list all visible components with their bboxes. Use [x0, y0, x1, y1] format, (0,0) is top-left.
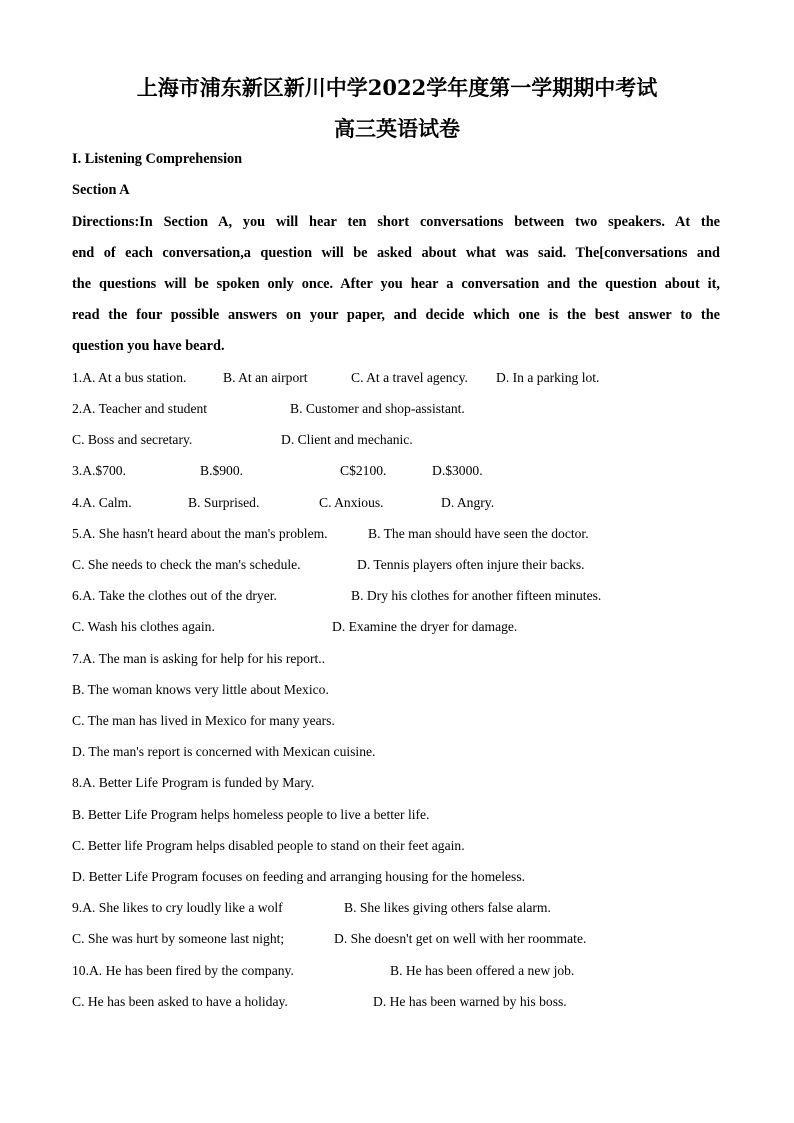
- part-heading: I. Listening Comprehension: [72, 151, 243, 167]
- q2-option-b: B. Customer and shop-assistant.: [290, 401, 465, 416]
- q4-option-b: B. Surprised.: [188, 495, 260, 510]
- directions-line: the questions will be spoken only once. After you hear a conversation and the question about it,: [72, 276, 720, 292]
- q1-option-a: 1.A. At a bus station.: [72, 370, 187, 385]
- section-heading: Section A: [72, 182, 130, 198]
- q6-option-a: 6.A. Take the clothes out of the dryer.: [72, 588, 277, 603]
- q8-option-d: D. Better Life Program focuses on feeding and arranging housing for the homeless.: [72, 869, 526, 884]
- directions-line: Directions:In Section A, you will hear ten short conversations between two speakers. At the: [72, 214, 720, 230]
- q3-option-d: D.$3000.: [432, 463, 483, 478]
- q4-option-c: C. Anxious.: [319, 495, 384, 510]
- q9-option-a: 9.A. She likes to cry loudly like a wolf: [72, 900, 283, 915]
- q6-option-d: D. Examine the dryer for damage.: [332, 619, 518, 634]
- q10-option-b: B. He has been offered a new job.: [390, 963, 575, 978]
- q5-option-d: D. Tennis players often injure their backs.: [357, 557, 585, 572]
- q5-option-b: B. The man should have seen the doctor.: [368, 526, 589, 541]
- q8-option-a: 8.A. Better Life Program is funded by Mary.: [72, 775, 315, 790]
- directions-line: end of each conversation,a question will be asked about what was said. The[conversations and: [72, 245, 720, 261]
- q1-option-d: D. In a parking lot.: [496, 370, 600, 385]
- q3-option-b: B.$900.: [200, 463, 244, 478]
- q5-option-a: 5.A. She hasn't heard about the man's problem.: [72, 526, 328, 541]
- q8-option-c: C. Better life Program helps disabled people to stand on their feet again.: [72, 838, 465, 853]
- q4-option-a: 4.A. Calm.: [72, 495, 132, 510]
- q3-option-a: 3.A.$700.: [72, 463, 126, 478]
- q9-option-c: C. She was hurt by someone last night;: [72, 931, 285, 946]
- q7-option-a: 7.A. The man is asking for help for his report..: [72, 651, 326, 666]
- q3-option-c: C$2100.: [340, 463, 387, 478]
- q7-option-b: B. The woman knows very little about Mexico.: [72, 682, 329, 697]
- q6-option-b: B. Dry his clothes for another fifteen minutes.: [351, 588, 602, 603]
- q1-option-b: B. At an airport: [223, 370, 308, 385]
- directions-line: question you have beard.: [72, 338, 225, 354]
- q7-option-d: D. The man's report is concerned with Mexican cuisine.: [72, 744, 376, 759]
- q10-option-c: C. He has been asked to have a holiday.: [72, 994, 288, 1009]
- q5-option-c: C. She needs to check the man's schedule.: [72, 557, 301, 572]
- q8-option-b: B. Better Life Program helps homeless people to live a better life.: [72, 807, 430, 822]
- directions-line: read the four possible answers on your paper, and decide which one is the best answer to the: [72, 307, 720, 323]
- q4-option-d: D. Angry.: [441, 495, 495, 510]
- q2-option-d: D. Client and mechanic.: [281, 432, 413, 447]
- q9-option-b: B. She likes giving others false alarm.: [344, 900, 551, 915]
- q2-option-c: C. Boss and secretary.: [72, 432, 193, 447]
- q10-option-a: 10.A. He has been fired by the company.: [72, 963, 294, 978]
- q7-option-c: C. The man has lived in Mexico for many years.: [72, 713, 335, 728]
- q6-option-c: C. Wash his clothes again.: [72, 619, 215, 634]
- exam-title: 上海市浦东新区新川中学2022学年度第一学期期中考试: [136, 75, 658, 100]
- q9-option-d: D. She doesn't get on well with her roommate.: [334, 931, 587, 946]
- q10-option-d: D. He has been warned by his boss.: [373, 994, 567, 1009]
- exam-subtitle: 高三英语试卷: [334, 116, 460, 141]
- q2-option-a: 2.A. Teacher and student: [72, 401, 208, 416]
- q1-option-c: C. At a travel agency.: [351, 370, 468, 385]
